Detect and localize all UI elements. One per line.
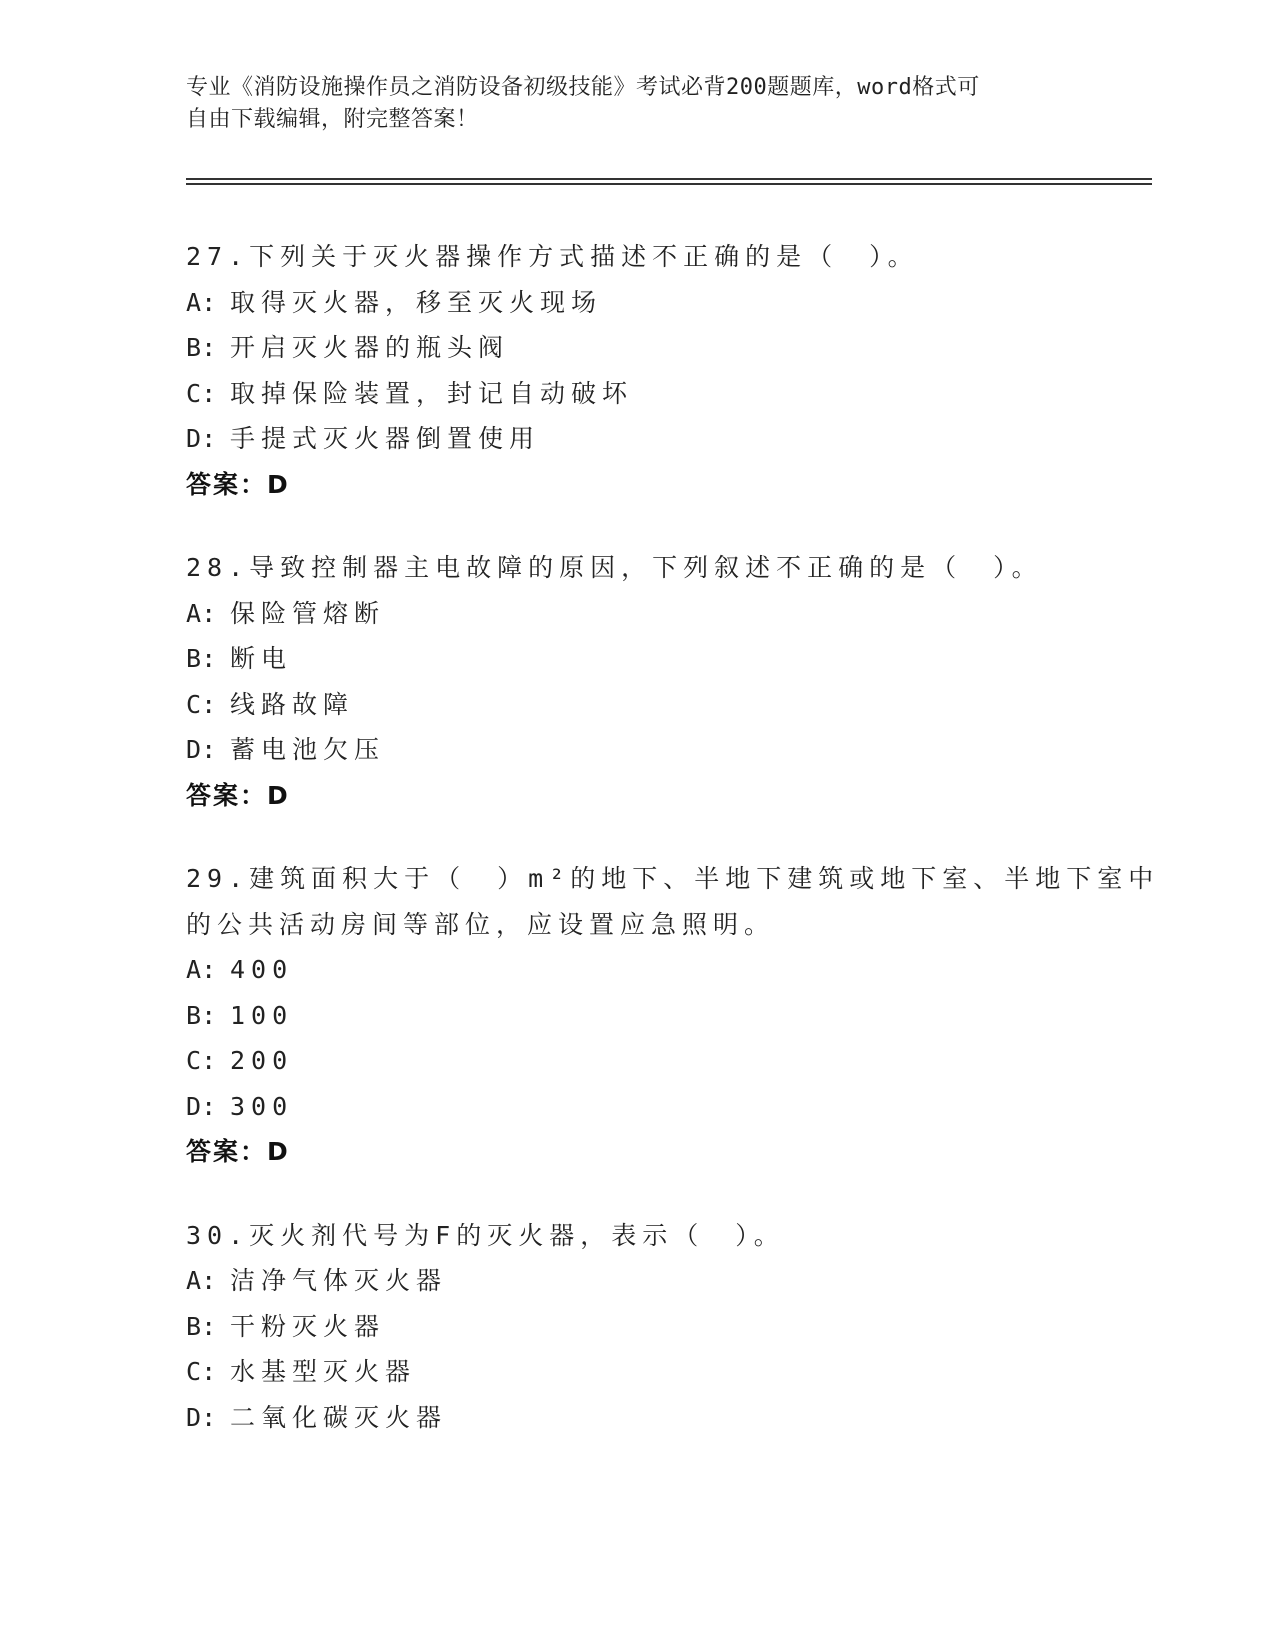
option-letter: C : <box>186 682 230 728</box>
option-d <box>186 1084 1086 1130</box>
header-line-1: 专业《消防设施操作员之消防设备初级技能》考试必背200题题库，word格式可 <box>186 75 980 100</box>
option-letter: A : <box>186 947 230 993</box>
option-text: 水基型灭火器 <box>230 1357 417 1386</box>
option-d <box>186 1395 1086 1441</box>
option-b <box>186 993 1086 1039</box>
option-c <box>186 371 1086 417</box>
option-c <box>186 682 1086 728</box>
option-text: 洁净气体灭火器 <box>230 1266 448 1295</box>
option-b <box>186 1304 1086 1350</box>
option-letter: C : <box>186 1038 230 1084</box>
option-text: 干粉灭火器 <box>230 1311 386 1341</box>
option-letter: B : <box>186 636 230 682</box>
option-letter: D : <box>186 1395 230 1441</box>
answer-line: 答案：D <box>186 1137 290 1166</box>
question-list <box>186 234 1160 1478</box>
option-letter: C : <box>186 1349 230 1395</box>
option-b <box>186 325 1086 371</box>
option-letter: A : <box>186 591 230 637</box>
option-text: 保险管熔断 <box>230 598 386 628</box>
question-stem: 28.导致控制器主电故障的原因，下列叙述不正确的是（ ）。 <box>186 553 1043 582</box>
question-27 <box>186 234 1086 507</box>
document-header <box>186 72 1066 136</box>
question-28 <box>186 545 1086 818</box>
option-text: 取掉保险装置，封记自动破坏 <box>230 378 634 408</box>
question-stem: 30.灭火剂代号为F的灭火器，表示（ ）。 <box>186 1220 785 1250</box>
answer-line: 答案：D <box>186 469 290 499</box>
header-line-2: 自由下载编辑，附完整答案！ <box>186 107 479 132</box>
question-stem-line-1: 29.建筑面积大于（ ）m²的地下、半地下建筑或地下室、半地下室中 <box>186 864 1160 893</box>
option-text: 线路故障 <box>230 689 355 719</box>
option-letter: B : <box>186 993 230 1039</box>
question-stem: 27.下列关于灭火器操作方式描述不正确的是（ ）。 <box>186 242 919 271</box>
option-c <box>186 1349 1086 1395</box>
question-29 <box>186 856 1160 1175</box>
header-divider-bottom <box>186 183 1152 185</box>
option-text: 蓄电池欠压 <box>230 735 386 764</box>
option-letter: D : <box>186 1084 230 1130</box>
header-divider-top <box>186 178 1152 180</box>
option-a <box>186 280 1086 326</box>
option-text: 200 <box>230 1046 294 1075</box>
option-a <box>186 591 1086 637</box>
option-text: 断电 <box>230 644 293 673</box>
option-letter: B : <box>186 325 230 371</box>
option-a <box>186 947 1086 993</box>
option-text: 300 <box>230 1091 294 1121</box>
option-b <box>186 636 1086 682</box>
option-text: 100 <box>230 1000 294 1030</box>
option-letter: B : <box>186 1304 230 1350</box>
option-letter: D : <box>186 416 230 462</box>
option-text: 400 <box>230 955 294 984</box>
question-stem-line-2: 的公共活动房间等部位，应设置应急照明。 <box>186 909 776 939</box>
option-text: 二氧化碳灭火器 <box>230 1402 448 1432</box>
option-letter: A : <box>186 1258 230 1304</box>
option-text: 开启灭火器的瓶头阀 <box>230 333 510 362</box>
question-30 <box>186 1213 1086 1441</box>
option-letter: D : <box>186 727 230 773</box>
option-a <box>186 1258 1086 1304</box>
option-text: 手提式灭火器倒置使用 <box>230 424 541 453</box>
option-d <box>186 727 1086 773</box>
answer-line: 答案：D <box>186 780 290 810</box>
option-letter: A : <box>186 280 230 326</box>
option-d <box>186 416 1086 462</box>
option-text: 取得灭火器，移至灭火现场 <box>230 287 603 317</box>
option-c <box>186 1038 1086 1084</box>
option-letter: C : <box>186 371 230 417</box>
